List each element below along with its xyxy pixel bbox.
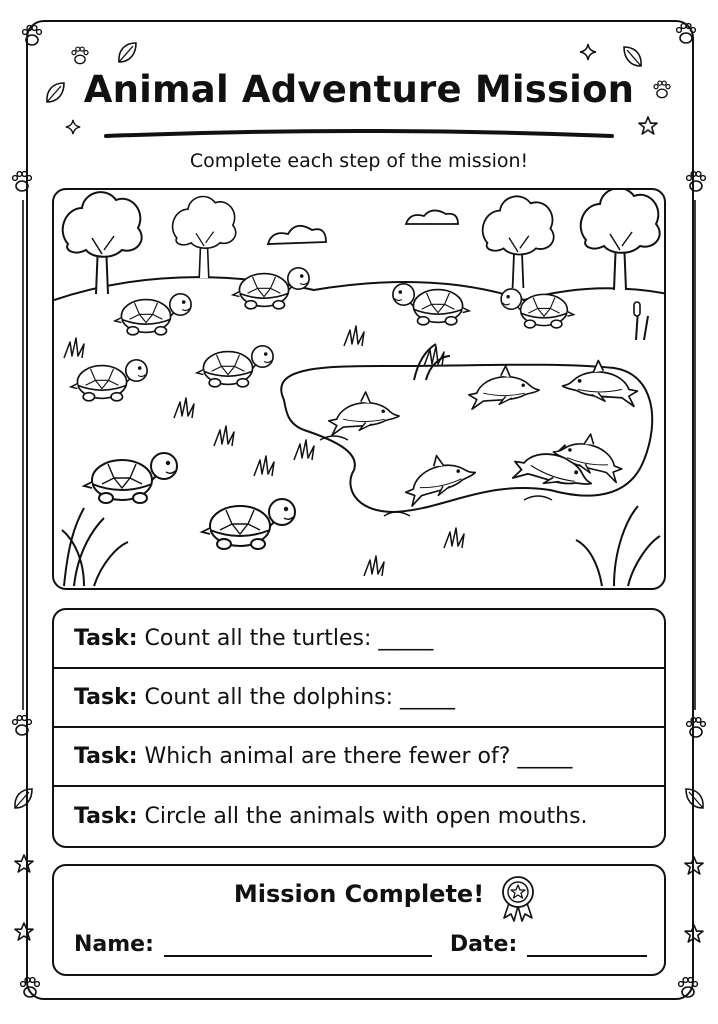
title-underline xyxy=(104,128,614,140)
paw-icon xyxy=(672,20,700,48)
star-icon xyxy=(636,114,660,138)
turtle xyxy=(115,294,191,335)
page-subtitle: Complete each step of the mission! xyxy=(189,150,529,172)
turtle xyxy=(197,346,273,387)
page-title: Animal Adventure Mission xyxy=(83,68,635,111)
task-row xyxy=(54,669,664,728)
star-icon xyxy=(682,922,706,946)
award-ribbon-icon xyxy=(498,874,538,922)
leaf-icon xyxy=(114,40,140,66)
star-icon xyxy=(12,920,36,944)
mission-complete-text: Mission Complete! xyxy=(233,880,485,908)
paw-icon xyxy=(682,714,710,742)
paw-icon xyxy=(682,168,710,196)
task-row xyxy=(54,787,664,846)
tree xyxy=(483,196,554,288)
animal-scene-illustration xyxy=(52,188,666,590)
leaf-icon xyxy=(620,44,646,70)
tree xyxy=(173,197,236,278)
paw-icon xyxy=(8,168,36,196)
turtle xyxy=(233,268,309,309)
mission-complete-box xyxy=(52,864,666,976)
tree xyxy=(63,192,142,294)
task-text: Count all the dolphins: _____ xyxy=(144,685,456,710)
sparkle-icon xyxy=(64,118,82,136)
mission-complete-title xyxy=(54,880,664,908)
date-label: Date: xyxy=(449,932,518,957)
side-line xyxy=(692,200,698,710)
paw-icon xyxy=(68,44,92,68)
name-date-row xyxy=(74,932,647,957)
paw-icon xyxy=(18,22,46,50)
turtle xyxy=(71,360,147,401)
turtle xyxy=(202,499,295,549)
task-text: Circle all the animals with open mouths. xyxy=(144,804,588,829)
paw-icon xyxy=(8,712,36,740)
paw-icon xyxy=(674,974,702,1002)
task-list xyxy=(52,608,666,848)
task-label: Task: xyxy=(74,626,138,651)
task-row xyxy=(54,728,664,787)
turtle xyxy=(393,284,469,325)
task-text: Which animal are there fewer of? _____ xyxy=(144,744,573,769)
turtle xyxy=(501,289,574,328)
name-label: Name: xyxy=(74,932,154,957)
star-icon xyxy=(682,854,706,878)
task-label: Task: xyxy=(74,685,138,710)
sparkle-icon xyxy=(578,42,598,62)
task-label: Task: xyxy=(74,804,138,829)
name-field[interactable] xyxy=(164,933,432,957)
leaf-icon xyxy=(682,786,708,812)
task-text: Count all the turtles: _____ xyxy=(144,626,434,651)
task-label: Task: xyxy=(74,744,138,769)
tree xyxy=(581,190,660,290)
task-row xyxy=(54,610,664,669)
turtle xyxy=(84,453,177,503)
star-icon xyxy=(12,852,36,876)
leaf-icon xyxy=(10,786,36,812)
side-line xyxy=(20,200,26,710)
date-field[interactable] xyxy=(527,933,647,957)
paw-icon xyxy=(16,974,44,1002)
